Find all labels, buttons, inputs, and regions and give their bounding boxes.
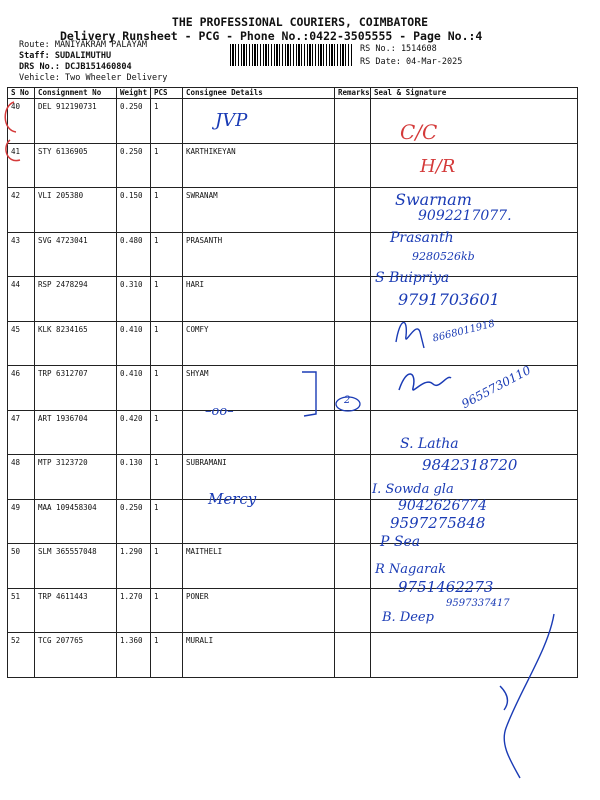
- col-remarks: Remarks: [335, 88, 371, 99]
- cell-sno: 42: [8, 188, 35, 233]
- cell-remarks: [335, 99, 371, 144]
- cell-weight: 0.410: [117, 366, 151, 411]
- table-row: [8, 232, 578, 277]
- cell-consignee: COMFY: [183, 321, 335, 366]
- cell-consignment: SLM 365557048: [35, 544, 117, 589]
- table-row: [8, 410, 578, 455]
- col-weight: Weight: [117, 88, 151, 99]
- cell-weight: 0.420: [117, 410, 151, 455]
- cell-consignee: HARI: [183, 277, 335, 322]
- handwriting-prasanth: Prasanth: [390, 230, 454, 246]
- col-pcs: PCS: [151, 88, 183, 99]
- cell-sno: 44: [8, 277, 35, 322]
- cell-pcs: 1: [151, 143, 183, 188]
- rs-date-label: RS Date: 04-Mar-2025: [360, 57, 463, 67]
- handwriting-hr: H/R: [420, 156, 456, 177]
- barcode: [230, 44, 352, 66]
- handwriting-phone-48: 9842318720: [422, 456, 518, 474]
- handwriting-cc: C/C: [400, 120, 438, 144]
- cell-sno: 43: [8, 232, 35, 277]
- cell-weight: 0.250: [117, 499, 151, 544]
- cell-consignee: SWRANAM: [183, 188, 335, 233]
- cell-consignee: PONER: [183, 588, 335, 633]
- cell-consignment: TRP 6312707: [35, 366, 117, 411]
- runsheet-subtitle: Delivery Runsheet - PCG - Phone No.:0422-3505555 - Page No.:4: [60, 29, 483, 43]
- handwriting-sbuipriya: S Buipriya: [375, 270, 450, 286]
- col-seal: Seal & Signature: [371, 88, 578, 99]
- vehicle-label: Vehicle: Two Wheeler Delivery: [19, 73, 168, 83]
- cell-consignment: ART 1936704: [35, 410, 117, 455]
- cell-pcs: 1: [151, 455, 183, 500]
- cell-consignment: TRP 4611443: [35, 588, 117, 633]
- handwriting-psea: P Sea: [380, 534, 421, 550]
- pen-stroke: [480, 610, 570, 790]
- cell-consignment: SVG 4723041: [35, 232, 117, 277]
- handwriting-phone-44: 9791703601: [398, 290, 500, 309]
- cell-remarks: [335, 499, 371, 544]
- cell-pcs: 1: [151, 499, 183, 544]
- cell-pcs: 1: [151, 544, 183, 589]
- cell-pcs: 1: [151, 232, 183, 277]
- cell-weight: 0.150: [117, 188, 151, 233]
- handwriting-phone-49: 9042626774: [398, 498, 488, 514]
- handwriting-swarnam: Swarnam: [395, 190, 472, 209]
- col-consignee: Consignee Details: [183, 88, 335, 99]
- cell-sno: 41: [8, 143, 35, 188]
- handwriting-phone-42: 9092217077.: [418, 208, 512, 224]
- cell-consignee: PRASANTH: [183, 232, 335, 277]
- cell-sno: 47: [8, 410, 35, 455]
- cell-consignee: SUBRAMANI: [183, 455, 335, 500]
- handwriting-phone-50: 9597275848: [390, 514, 486, 532]
- cell-sno: 52: [8, 633, 35, 678]
- handwriting-phone-51: 9751462273: [398, 578, 494, 596]
- cell-pcs: 1: [151, 277, 183, 322]
- table-row: [8, 99, 578, 144]
- handwriting-phone-43: 9280526kb: [412, 250, 475, 263]
- cell-sno: 45: [8, 321, 35, 366]
- cell-consignment: KLK 8234165: [35, 321, 117, 366]
- rs-no-label: RS No.: 1514608: [360, 44, 437, 54]
- cell-sno: 40: [8, 99, 35, 144]
- cell-weight: 0.250: [117, 143, 151, 188]
- cell-sno: 49: [8, 499, 35, 544]
- cell-pcs: 1: [151, 633, 183, 678]
- margin-tick-marks: [0, 90, 40, 170]
- company-title: THE PROFESSIONAL COURIERS, COIMBATORE: [171, 15, 429, 29]
- handwriting-sowda: I. Sowda gla: [372, 482, 454, 497]
- cell-pcs: 1: [151, 410, 183, 455]
- cell-consignee: KARTHIKEYAN: [183, 143, 335, 188]
- cell-remarks: [335, 232, 371, 277]
- handwriting-mercy: Mercy: [208, 490, 257, 508]
- cell-pcs: 1: [151, 99, 183, 144]
- staff-label: Staff: SUDALIMUTHU: [19, 51, 112, 61]
- cell-pcs: 1: [151, 188, 183, 233]
- col-sno: S No: [8, 88, 35, 99]
- cell-consignee: [183, 499, 335, 544]
- cell-consignment: MAA 109458304: [35, 499, 117, 544]
- cell-consignee: MAITHELI: [183, 544, 335, 589]
- handwriting-slatha: S. Latha: [400, 436, 459, 452]
- cell-weight: 0.130: [117, 455, 151, 500]
- cell-remarks: [335, 588, 371, 633]
- cell-remarks: [335, 143, 371, 188]
- signature-comfy: [390, 312, 430, 352]
- cell-remarks: [335, 544, 371, 589]
- handwriting-remark-47: 2: [344, 395, 351, 406]
- cell-pcs: 1: [151, 366, 183, 411]
- cell-consignee: MURALI: [183, 633, 335, 678]
- cell-remarks: [335, 321, 371, 366]
- bracket-mark: [300, 362, 370, 422]
- cell-consignment: VLI 205380: [35, 188, 117, 233]
- cell-weight: 0.410: [117, 321, 151, 366]
- cell-remarks: [335, 277, 371, 322]
- handwriting-phone-46: 9655730110: [459, 362, 534, 412]
- cell-remarks: [335, 633, 371, 678]
- cell-consignee: [183, 99, 335, 144]
- col-consignment: Consignment No: [35, 88, 117, 99]
- cell-weight: 1.290: [117, 544, 151, 589]
- cell-sno: 50: [8, 544, 35, 589]
- table-header-row: [8, 88, 578, 99]
- cell-pcs: 1: [151, 588, 183, 633]
- cell-consignee: SHYAM: [183, 366, 335, 411]
- cell-weight: 0.310: [117, 277, 151, 322]
- table-row: [8, 143, 578, 188]
- cell-pcs: 1: [151, 321, 183, 366]
- handwriting-mark-47: –oo–: [205, 404, 234, 419]
- cell-consignment: TCG 207765: [35, 633, 117, 678]
- drs-label: DRS No.: DCJB151460804: [19, 62, 132, 72]
- cell-remarks: [335, 188, 371, 233]
- table-row: [8, 499, 578, 544]
- cell-weight: 1.360: [117, 633, 151, 678]
- cell-weight: 0.480: [117, 232, 151, 277]
- cell-sno: 51: [8, 588, 35, 633]
- cell-consignment: STY 6136905: [35, 143, 117, 188]
- handwriting-bdeep: B. Deep: [382, 610, 434, 625]
- route-label: Route: MANIYAKRAM PALAYAM: [19, 40, 147, 50]
- handwriting-phone-45: 8668011918: [431, 318, 497, 345]
- cell-remarks: [335, 455, 371, 500]
- cell-consignment: RSP 2478294: [35, 277, 117, 322]
- handwriting-rnagarak: R Nagarak: [375, 562, 446, 577]
- cell-weight: 1.270: [117, 588, 151, 633]
- handwriting-jvp: JVP: [215, 110, 248, 131]
- cell-seal: [371, 143, 578, 188]
- cell-sno: 46: [8, 366, 35, 411]
- cell-weight: 0.250: [117, 99, 151, 144]
- cell-consignment: DEL 912190731: [35, 99, 117, 144]
- handwriting-phone-52: 9597337417: [446, 598, 510, 609]
- signature-shyam: [395, 362, 455, 402]
- cell-consignment: MTP 3123720: [35, 455, 117, 500]
- cell-sno: 48: [8, 455, 35, 500]
